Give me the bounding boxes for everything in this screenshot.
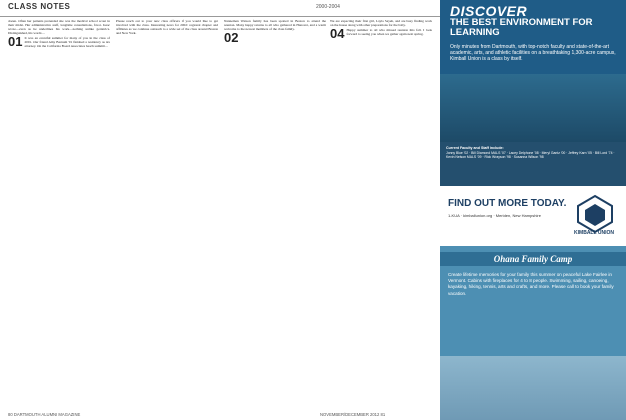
ad-body: Only minutes from Dartmouth, with top-notch faculty and state-of-the-art academic, arts, and athletic facilities on a breathtaking 1,300-acre campus, Kimball Union is a class by itself. (450, 44, 616, 62)
page-footer (0, 410, 626, 420)
footer-left: 80 DARTMOUTH ALUMNI MAGAZINE (8, 412, 81, 417)
class-note-text: Happy summer to all who missed reunion this fall. I look forward to seeing you when we gather again next spring. (346, 28, 432, 37)
class-note-2004 (330, 26, 432, 42)
class-note-text: We are expecting their first girl, Layla Sayeh, and are busy finding work on the house along with other preparations for the baby. (330, 19, 432, 28)
column-3 (224, 19, 326, 407)
ohana-heading: Ohana Family Camp (440, 252, 626, 266)
ad-title: DISCOVER (450, 3, 528, 19)
class-year-label: 02 (224, 30, 239, 46)
section-title: CLASS NOTES (8, 2, 71, 11)
class-note-text: It was an eventful summer for many of you in the class of 2001. Our friend Amy Barnum '01 finished a residency as tax attorney. On the California Board Associates beach summit… (24, 36, 110, 49)
campus-photo (440, 74, 626, 142)
column-1 (8, 19, 110, 407)
class-note-text: Please reach out to your new class officers if you would like to get involved with the class. Interesting news for 2002: regional chapter and affiliates as we continue outreach to a wide set of the class around Boston and New York. (116, 19, 218, 36)
logo-label: KIMBALL UNION (574, 230, 614, 236)
column-4 (330, 19, 432, 407)
kimball-contact-ad (440, 186, 626, 247)
column-1-intro: dozen. Often her patients pretended she was the medical school scout in their midst. Her administrative staff, longtime consultations, favor. Isaac wrote—even as he underlines his work—nothing unlike geriatrics. Distinguished, his words… (8, 19, 110, 36)
class-year-label: 01 (8, 34, 23, 50)
class-note-text: Nanneman Watson family has been spotted in Boston to attend the reunion. Many happy returns to all who gathered in Hanover, and a warm welcome to the newest members of the class family. (224, 19, 326, 32)
ad-subtitle: THE BEST ENVIRONMENT FOR LEARNING (450, 17, 593, 38)
ohana-body: Create lifetime memories for your family this summer on peaceful Lake Fairlee in Vermont. Cabins with fireplaces for 4 to 8 people. Swimming, sailing, canoeing, kayaking, hiking, tennis, arts and crafts, and more. Please call to book your family vacation. (448, 272, 614, 296)
find-out-more-heading: FIND OUT MORE TODAY. (448, 198, 567, 209)
class-year-range: 2000-2004 (316, 4, 340, 10)
kimball-union-ad (440, 0, 626, 186)
faculty-bar-title: Current Faculty and Staff include: (446, 146, 504, 150)
footer-right: NOVEMBER/DECEMBER 2012 81 (320, 412, 386, 417)
faculty-bar (440, 142, 626, 186)
class-year-label: 04 (330, 26, 345, 42)
class-note-2001 (8, 36, 110, 48)
faculty-bar-text: Jonny Blue '02 · Bill Diamond MALS '07 · Lacey Delphone '08 · Meryl Gantz '00 · Jeffrey Karn '05 · Bill Lord '74 · Kevin Nelson MALS '09 · Rick Wrayson '98 · Susanna Wilson '98 (446, 151, 615, 160)
ohana-camp-ad (440, 246, 626, 420)
column-2 (116, 19, 218, 407)
contact-line: 1-KUA · kimballunion.org · Meriden, New Hampshire (448, 213, 541, 218)
